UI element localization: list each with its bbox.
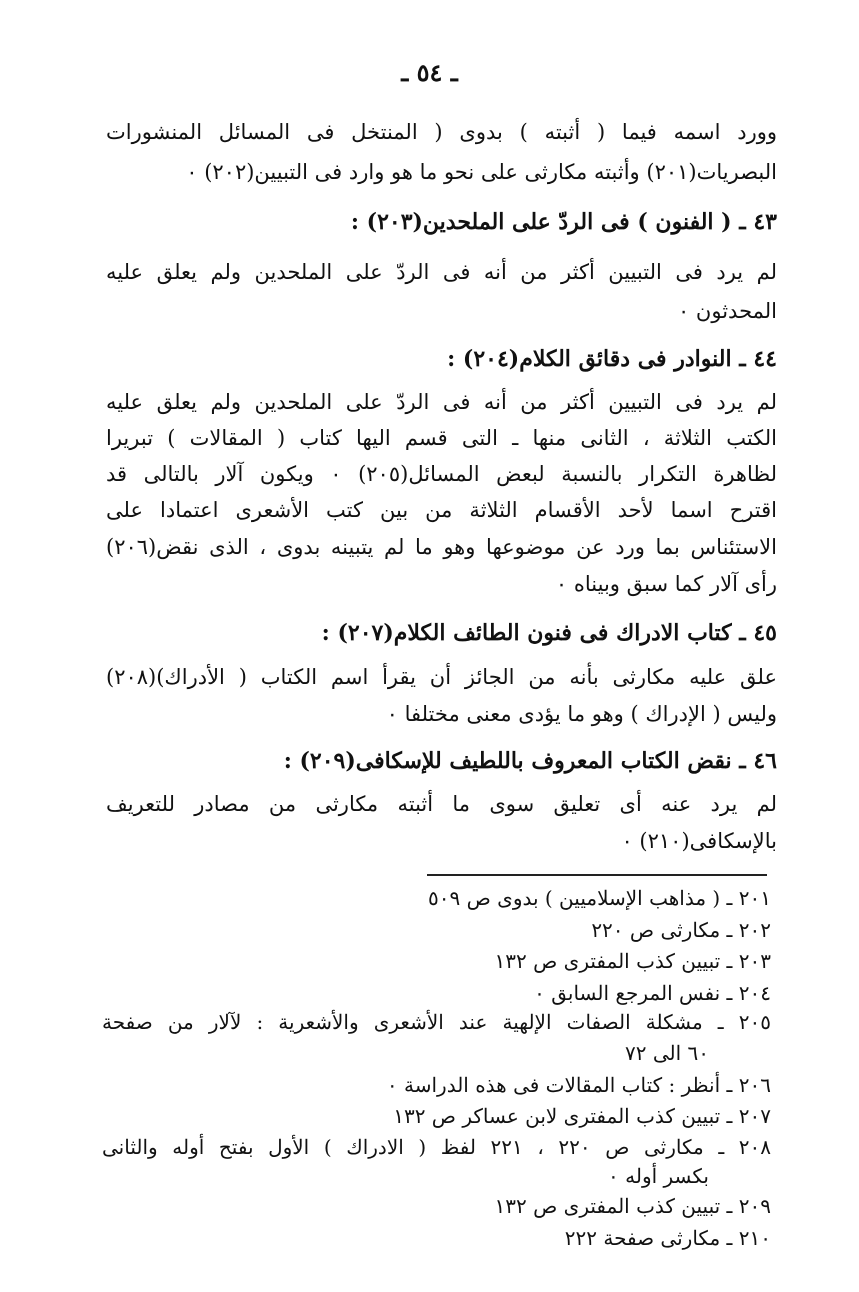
- body-line: لظاهرة التكرار بالنسبة لبعض المسائل(٢٠٥) ٠ ويكون آلار بالتالى قد: [106, 462, 778, 486]
- body-line: وورد اسمه فيما ( أثبته ) بدوى ( المنتخل فى المسائل المنشورات: [106, 120, 777, 144]
- footnote-203: ٢٠٣ ـ تبيين كذب المفترى ص ١٣٢: [494, 949, 771, 973]
- body-line: علق عليه مكارثى بأنه من الجائز أن يقرأ اسم الكتاب ( الأدراك)(٢٠٨): [106, 665, 777, 689]
- page-number: ـ ٥٤ ـ: [401, 58, 458, 87]
- footnote-divider: [427, 874, 767, 876]
- footnote-210: ٢١٠ ـ مكارثى صفحة ٢٢٢: [564, 1226, 771, 1250]
- body-line: اقترح اسما لأحد الأقسام الثلاثة من بين كتب الأشعرى اعتمادا على: [106, 498, 777, 522]
- footnote-205: ٢٠٥ ـ مشكلة الصفات الإلهية عند الأشعرى والأشعرية : لآلار من صفحة: [102, 1010, 771, 1034]
- body-line: وليس ( الإدراك ) وهو ما يؤدى معنى مختلفا ٠: [386, 702, 777, 726]
- body-line: لم يرد عنه أى تعليق سوى ما أثبته مكارثى من مصادر للتعريف: [106, 792, 777, 816]
- body-line: الكتب الثلاثة ، الثانى منها ـ التى قسم اليها كتاب ( المقالات ) تبريرا: [106, 426, 777, 450]
- footnote-209: ٢٠٩ ـ تبيين كذب المفترى ص ١٣٢: [494, 1194, 771, 1218]
- section-heading-43: ٤٣ ـ ( الفنون ) فى الردّ على الملحدين(٢٠٣) :: [350, 209, 777, 235]
- section-heading-45: ٤٥ ـ كتاب الادراك فى فنون الطائف الكلام(٢٠٧) :: [321, 620, 777, 646]
- footnote-207: ٢٠٧ ـ تبيين كذب المفترى لابن عساكر ص ١٣٢: [393, 1104, 771, 1128]
- body-line: بالإسكافى(٢١٠) ٠: [621, 829, 777, 853]
- body-line: رأى آلار كما سبق وبيناه ٠: [555, 572, 777, 596]
- section-heading-44: ٤٤ ـ النوادر فى دقائق الكلام(٢٠٤) :: [447, 346, 777, 372]
- footnote-202: ٢٠٢ ـ مكارثى ص ٢٢٠: [591, 918, 771, 942]
- body-line: الاستئناس بما ورد عن موضوعها وهو ما لم يتبينه بدوى ، الذى نقض(٢٠٦): [106, 535, 777, 559]
- footnote-201: ٢٠١ ـ ( مذاهب الإسلاميين ) بدوى ص ٥٠٩: [428, 886, 771, 910]
- section-heading-46: ٤٦ ـ نقض الكتاب المعروف باللطيف للإسكافى(٢٠٩) :: [283, 748, 777, 774]
- body-line: لم يرد فى التبيين أكثر من أنه فى الردّ على الملحدين ولم يعلق عليه: [106, 260, 777, 284]
- body-line: المحدثون ٠: [677, 299, 777, 323]
- footnote-206: ٢٠٦ ـ أنظر : كتاب المقالات فى هذه الدراسة ٠: [386, 1073, 771, 1097]
- footnote-208: ٢٠٨ ـ مكارثى ص ٢٢٠ ، ٢٢١ لفظ ( الادراك ) الأول بفتح أوله والثانى: [102, 1135, 772, 1159]
- footnote-204: ٢٠٤ ـ نفس المرجع السابق ٠: [534, 981, 771, 1005]
- body-line: لم يرد فى التبيين أكثر من أنه فى الردّ على الملحدين ولم يعلق عليه: [106, 390, 777, 414]
- body-line: البصريات(٢٠١) وأثبته مكارثى على نحو ما هو وارد فى التبيين(٢٠٢) ٠: [186, 160, 777, 184]
- footnote-208-continued: بكسر أوله ٠: [608, 1164, 709, 1188]
- footnote-205-continued: ٦٠ الى ٧٢: [624, 1041, 709, 1065]
